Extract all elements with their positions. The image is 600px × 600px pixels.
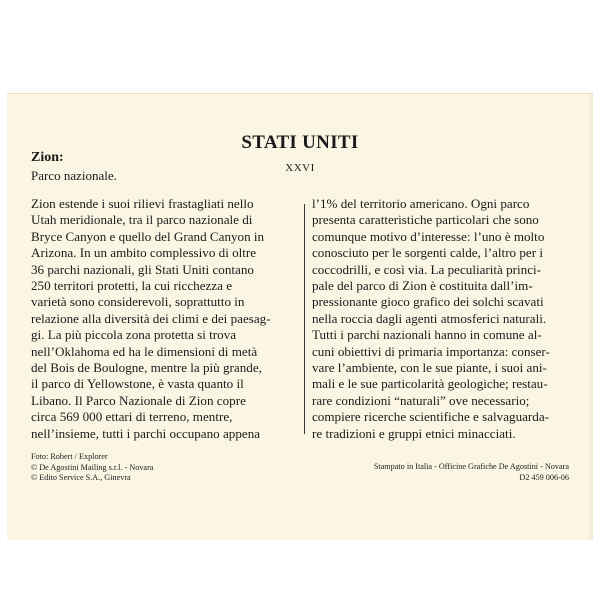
credit-line: © De Agostini Mailing s.r.l. - Novara (31, 462, 154, 472)
place-name: Zion: (31, 150, 64, 165)
column-divider (304, 204, 305, 434)
credit-line: © Edito Service S.A., Ginevra (31, 473, 131, 482)
printer-line: Stampato in Italia - Officine Grafiche De Agostini - Novara (373, 462, 569, 471)
photo-credits (31, 452, 153, 484)
card-title: STATI UNITI (241, 132, 359, 153)
card-edge-shadow (587, 94, 593, 540)
place-type: Parco nazionale. (31, 168, 117, 183)
text-column-left: Zion estende i suoi rilievi frastagliati nello Utah meridionale, tra il parco nazionale di Bryce Canyon e quello del Grand Canyon in Arizona. In un ambito complessivo di oltre 36 parchi nazionali, gli Stati Uniti contano 250 territori protetti, la cui ricchezza e varietà sono considerevoli, soprattutto in relazione alla diversità dei climi e dei paesag- gi. La più piccola zona protetta si trova nell’Oklahoma ed ha le dimensioni di metà del Bois de Boulogne, mentre la più grande, il parco di Yellowstone, è vasta quanto il Libano. Il Parco Nazionale di Zion copre circa 569 000 ettari di terreno, mentre, nell’insieme, tutti i parchi occupano appena (31, 196, 271, 441)
printer-code: D2 459 006-06 (519, 472, 569, 482)
card-number: XXVI (285, 162, 315, 174)
text-column-right: l’1% del territorio americano. Ogni parco presenta caratteristiche particolari che sono comunque motivo d’interesse: l’uno è molto conosciuto per le sorgenti calde, l’altro per i coccodrilli, e così via. La peculiarità princi- pale del parco di Zion è costituita dall’im- pressionante gioco grafico dei solchi scavati nella roccia dagli agenti atmosferici naturali. Tutti i parchi nazionali hanno in comune al- cuni obiettivi di primaria importanza: conser- vare l’ambiente, con le sue piante, i suoi ani- mali e le sue particolarità geologiche; restau- rare condizioni “naturali” ove necessario; compiere ricerche scientifiche e salvaguarda- re tradizioni e gruppi etnici minacciati. (312, 196, 550, 441)
printer-info (374, 462, 569, 483)
postcard-back (7, 93, 593, 540)
credit-line: Foto: Robert / Explorer (31, 452, 108, 461)
